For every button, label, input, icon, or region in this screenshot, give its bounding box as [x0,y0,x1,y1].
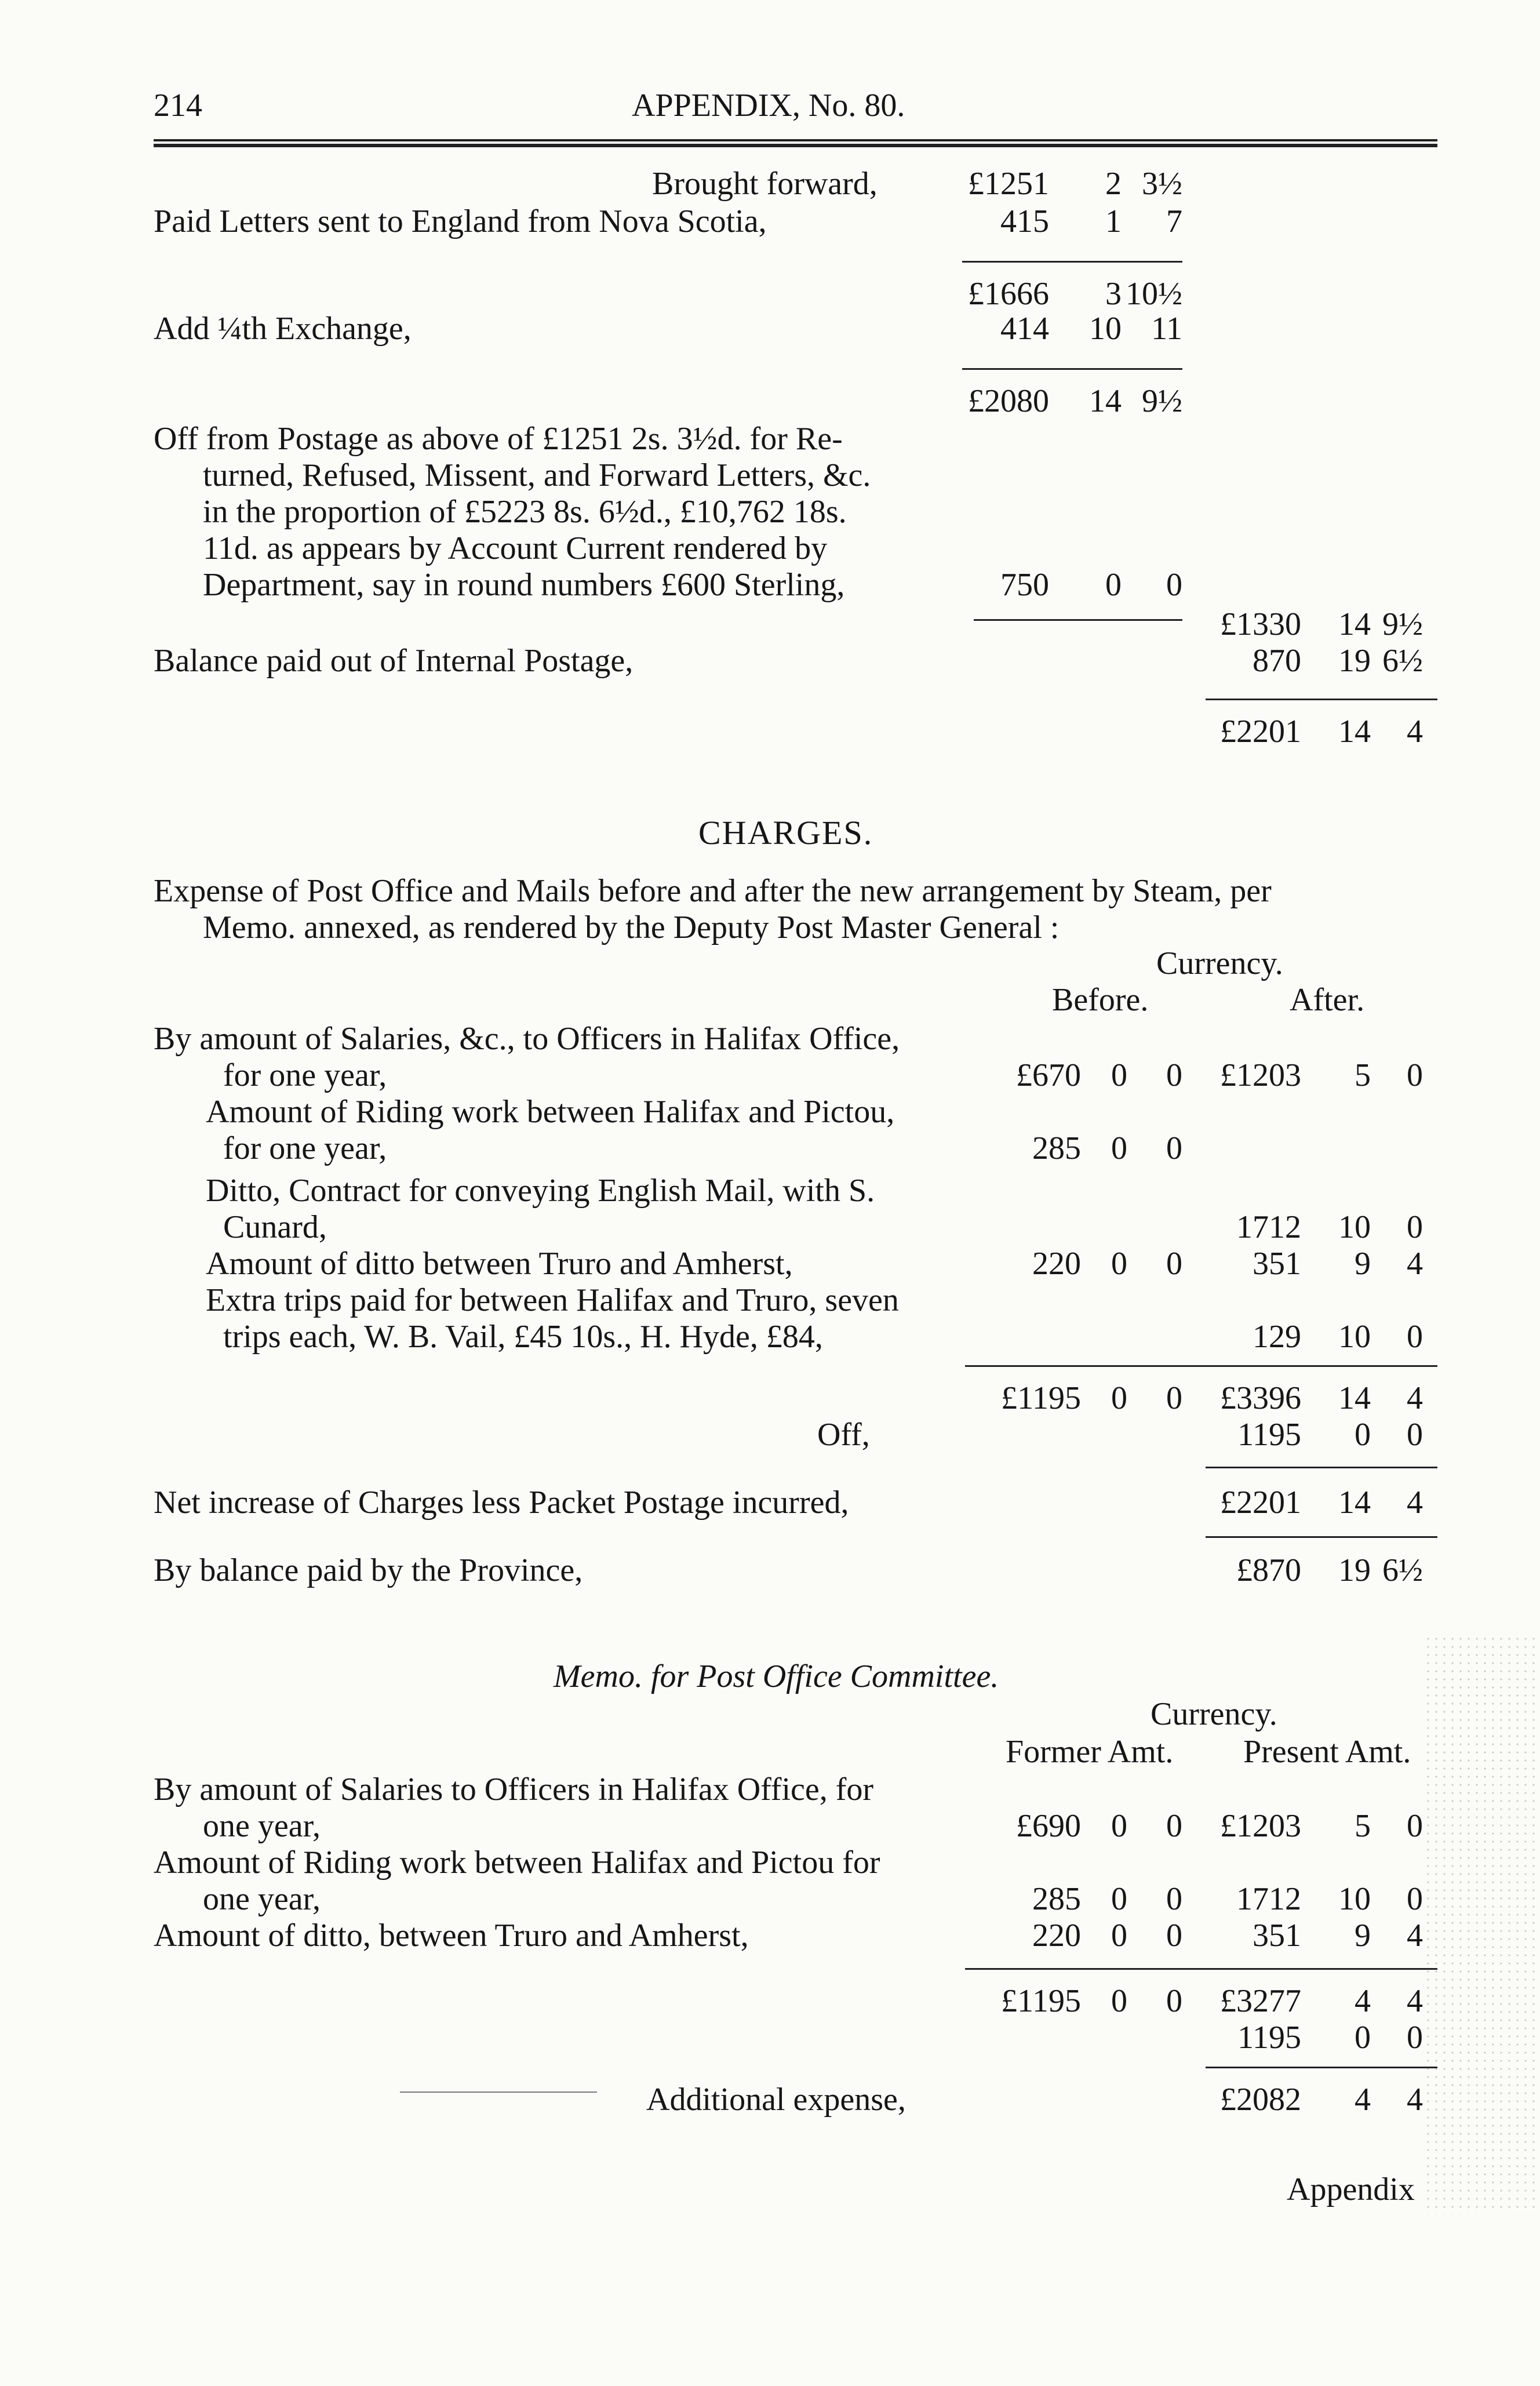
amount-pence: 4 [1407,2082,1423,2118]
amount-shillings: 0 [1355,1417,1371,1453]
page-title: APPENDIX, No. 80. [632,88,905,123]
memo-row-text: By amount of Salaries to Officers in Halifax Office, for [154,1772,874,1807]
charges-intro: Memo. annexed, as rendered by the Deputy Post Master General : [203,910,1060,945]
amount-shillings: 0 [1355,2020,1371,2056]
amount-pence: 0 [1166,1246,1182,1282]
off-postage-line: 11d. as appears by Account Current rendered by [203,530,828,566]
amount-shillings: 10 [1089,311,1122,347]
charge-row-text: Ditto, Contract for conveying English Mail, with S. [206,1173,875,1209]
amount-shillings: 19 [1338,643,1371,679]
amount-pounds: £3277 [1220,1983,1301,2019]
amount-shillings: 9 [1355,1246,1371,1282]
amount-shillings: 3 [1105,276,1122,312]
rule [962,368,1182,370]
amount-pence: 0 [1166,1808,1182,1844]
before-header: Before. [1052,982,1149,1018]
amount-pence: 6½ [1382,1552,1423,1588]
memo-currency-label: Currency. [1151,1696,1277,1732]
amount-shillings: 0 [1111,1983,1127,2019]
amount-shillings: 2 [1105,166,1122,202]
memo-row-text: one year, [203,1881,321,1917]
amount-pence: 0 [1407,1808,1423,1844]
rule [1206,699,1437,700]
province-balance-label: By balance paid by the Province, [154,1552,583,1588]
charge-row-text: Cunard, [223,1209,327,1245]
charge-row-text: Amount of ditto between Truro and Amherst, [206,1246,793,1282]
amount-pounds: £1251 [968,166,1049,202]
amount-pounds: 1712 [1236,1209,1301,1245]
amount-pounds: 870 [1253,643,1301,679]
paid-letters-label: Paid Letters sent to England from Nova Scotia, [154,203,767,239]
memo-row-text: Amount of ditto, between Truro and Amherst, [154,1918,749,1954]
amount-shillings: 0 [1111,1918,1127,1954]
present-header: Present Amt. [1243,1734,1411,1770]
amount-pounds: £690 [1016,1808,1081,1844]
amount-pence: 10½ [1126,276,1182,312]
amount-pounds: 351 [1253,1246,1301,1282]
amount-shillings: 10 [1338,1881,1371,1917]
amount-pounds: £2082 [1220,2082,1301,2118]
amount-pounds: £670 [1016,1057,1081,1093]
amount-pounds: 1195 [1237,1417,1301,1453]
off-postage-line: Off from Postage as above of £1251 2s. 3½d. for Re- [154,421,843,457]
charge-row-text: Amount of Riding work between Halifax and Pictou, [206,1094,895,1130]
amount-shillings: 9 [1355,1918,1371,1954]
amount-pence: 0 [1407,1319,1423,1355]
rule [965,1365,1437,1367]
page-edge-stain [1424,1635,1540,2214]
off-label: Off, [817,1417,870,1453]
net-increase-label: Net increase of Charges less Packet Postage incurred, [154,1485,849,1521]
brought-forward-label: Brought forward, [652,166,878,202]
amount-pence: 11 [1151,311,1182,347]
amount-pence: 0 [1166,1983,1182,2019]
exchange-label: Add ¼th Exchange, [154,311,412,347]
amount-pence: 6½ [1382,643,1423,679]
amount-pence: 9½ [1142,383,1182,419]
amount-pounds: 1195 [1237,2020,1301,2056]
amount-shillings: 0 [1111,1380,1127,1416]
amount-shillings: 0 [1111,1130,1127,1166]
catchword: Appendix [1287,2172,1415,2207]
charge-row-text: for one year, [223,1057,387,1093]
amount-pence: 0 [1407,1881,1423,1917]
amount-shillings: 5 [1355,1808,1371,1844]
amount-shillings: 14 [1338,606,1371,642]
amount-pence: 4 [1407,1380,1423,1416]
amount-pence: 3½ [1142,166,1182,202]
amount-pounds: £1203 [1220,1808,1301,1844]
amount-shillings: 0 [1111,1246,1127,1282]
off-postage-line: Department, say in round numbers £600 Sterling, [203,567,845,603]
amount-shillings: 0 [1111,1057,1127,1093]
memo-row-text: Amount of Riding work between Halifax and Pictou for [154,1845,880,1881]
amount-pounds: 129 [1253,1319,1301,1355]
amount-shillings: 14 [1089,383,1122,419]
amount-shillings: 4 [1355,2082,1371,2118]
amount-shillings: 10 [1338,1319,1371,1355]
amount-pounds: £3396 [1220,1380,1301,1416]
amount-pounds: £2201 [1220,1485,1301,1521]
amount-shillings: 19 [1338,1552,1371,1588]
amount-pence: 0 [1166,1057,1182,1093]
rule [1206,1536,1437,1538]
amount-shillings: 14 [1338,1380,1371,1416]
memo-heading: Memo. for Post Office Committee. [554,1658,999,1694]
amount-pence: 4 [1407,1485,1423,1521]
rule [965,1968,1437,1970]
amount-pounds: £1203 [1220,1057,1301,1093]
balance-label: Balance paid out of Internal Postage, [154,643,634,679]
amount-shillings: 14 [1338,1485,1371,1521]
currency-label: Currency. [1156,945,1283,981]
amount-pounds: £2080 [968,383,1049,419]
amount-pounds: £1330 [1220,606,1301,642]
amount-shillings: 0 [1111,1881,1127,1917]
amount-pence: 0 [1166,1130,1182,1166]
amount-pence: 0 [1407,1057,1423,1093]
amount-pounds: 351 [1253,1918,1301,1954]
page-number: 214 [154,88,202,123]
rule [1206,2067,1437,2068]
after-header: After. [1290,982,1365,1018]
amount-pence: 4 [1407,714,1423,750]
amount-pounds: 285 [1032,1881,1081,1917]
amount-pence: 7 [1166,203,1182,239]
amount-pounds: £870 [1236,1552,1301,1588]
amount-pounds: £1195 [1001,1983,1081,2019]
amount-pounds: 414 [1000,311,1049,347]
amount-shillings: 1 [1105,203,1122,239]
amount-shillings: 4 [1355,1983,1371,2019]
amount-pence: 0 [1407,2020,1423,2056]
off-postage-line: in the proportion of £5223 8s. 6½d., £10,762 18s. [203,494,847,530]
amount-pounds: 220 [1032,1918,1081,1954]
amount-pence: 4 [1407,1983,1423,2019]
header-rule [154,139,1437,147]
amount-shillings: 10 [1338,1209,1371,1245]
amount-pounds: £1195 [1001,1380,1081,1416]
charge-row-text: for one year, [223,1130,387,1166]
amount-pounds: £1666 [968,276,1049,312]
amount-shillings: 14 [1338,714,1371,750]
amount-pounds: 220 [1032,1246,1081,1282]
amount-shillings: 5 [1355,1057,1371,1093]
amount-pence: 0 [1166,1380,1182,1416]
amount-pence: 0 [1407,1417,1423,1453]
charge-row-text: trips each, W. B. Vail, £45 10s., H. Hyde, £84, [223,1319,823,1355]
charges-heading: CHARGES. [698,814,873,852]
charge-row-text: Extra trips paid for between Halifax and Truro, seven [206,1282,899,1318]
amount-shillings: 0 [1105,567,1122,603]
memo-row-text: one year, [203,1808,321,1844]
former-header: Former Amt. [1006,1734,1174,1770]
amount-pounds: 750 [1000,567,1049,603]
amount-pence: 9½ [1382,606,1423,642]
rule [400,2092,597,2093]
charge-row-text: By amount of Salaries, &c., to Officers in Halifax Office, [154,1021,900,1057]
amount-pence: 4 [1407,1918,1423,1954]
rule [1206,1467,1437,1468]
amount-pence: 4 [1407,1246,1423,1282]
amount-pence: 0 [1166,567,1182,603]
off-postage-line: turned, Refused, Missent, and Forward Letters, &c. [203,457,871,493]
additional-expense-label: Additional expense, [646,2082,906,2118]
amount-pence: 0 [1166,1918,1182,1954]
amount-pence: 0 [1407,1209,1423,1245]
amount-pounds: 415 [1000,203,1049,239]
amount-pounds: 1712 [1236,1881,1301,1917]
charges-intro: Expense of Post Office and Mails before and after the new arrangement by Steam, per [154,873,1272,909]
amount-pounds: 285 [1032,1130,1081,1166]
amount-pence: 0 [1166,1881,1182,1917]
amount-shillings: 0 [1111,1808,1127,1844]
rule [962,261,1182,263]
amount-pounds: £2201 [1220,714,1301,750]
